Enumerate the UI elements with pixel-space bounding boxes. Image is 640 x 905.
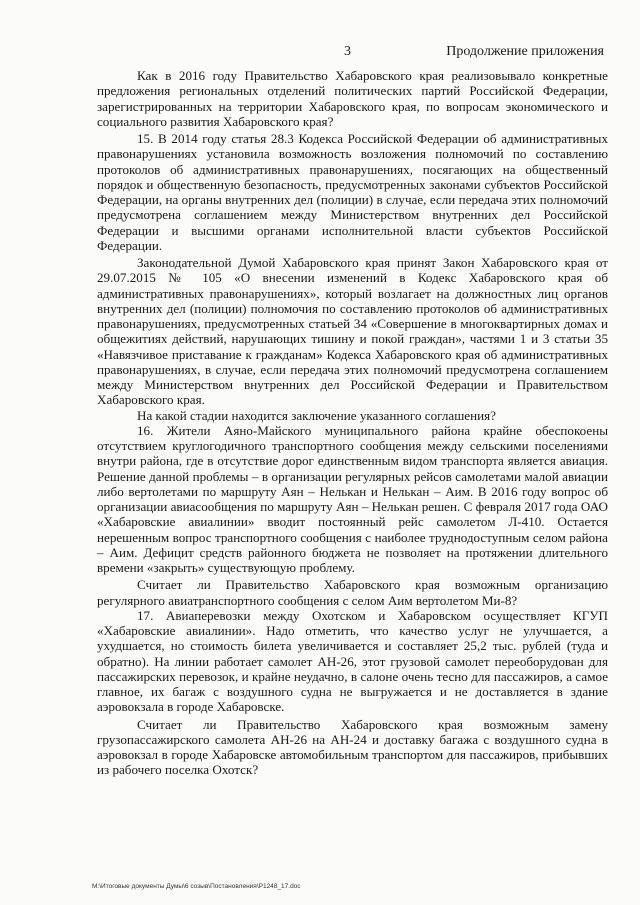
continuation-label: Продолжение приложения [446, 44, 604, 59]
item-15-paragraph: 15. В 2014 году статья 28.3 Кодекса Российской Федерации об административных правонарушениях установила возможность возложения полномочий по составлению протоколов об административных правонарушениях, посягающих на общественный порядок и общественную безопасность, предусмотренных законами субъектов Российской Федерации, на органы внутренних дел (полиции) в случае, если передача этих полномочий предусмотрена соглашением между Министерством внутренних дел Российской Федерации и высшими органами исполнительной власти субъектов Российской Федерации. [97, 131, 608, 253]
item-16-paragraph: 16. Жители Аяно-Майского муниципального района крайне обеспокоены отсутствием круглогодичного транспортного сообщения между сельскими поселениями внутри района, где в отсутствие дорог единственным видом транспорта является авиация. Решение данной проблемы – в организации регулярных рейсов самолетами малой авиации либо вертолетами по маршруту Аян – Нелькан и Нелькан – Аим. В 2016 году вопрос об организации авиасообщения по маршруту Аян – Нелькан решен. С февраля 2017 года ОАО «Хабаровские авиалинии» вводит постоянный рейс самолетом Л-410. Остается нерешенным вопрос транспортного сообщения с наиболее труднодоступным селом района – Аим. Дефицит средств районного бюджета не позволяет на протяжении длительного времени «закрыть» существующую проблему. [97, 422, 608, 575]
question-party-proposals: Как в 2016 году Правительство Хабаровского края реализовывало конкретные предложения региональных отделений политических партий Российской Федерации, зарегистрированных на территории Хабаровского края, по вопросам экономического и социального развития Хабаровского края? [97, 68, 608, 129]
item-15-law-paragraph: Законодательной Думой Хабаровского края принят Закон Хабаровского края от 29.07.2015 № 105 «О внесении изменений в Кодекс Хабаровского края об административных правонарушениях», который возлагает на должностных лиц органов внутренних дел (полиции) полномочия по составлению протоколов об административных правонарушениях, предусмотренных статьей 34 «Совершение в многоквартирных домах и общежитиях действий, нарушающих тишину и покой граждан», частями 1 и 3 статьи 35 «Навязчивое приставание к гражданам» Кодекса Хабаровского края об административных правонарушениях, в случае, если передача этих полномочий предусмотрена соглашением между Министерством внутренних дел Российской Федерации и Правительством Хабаровского края. [97, 255, 608, 408]
question-aim-helicopter: Считает ли Правительство Хабаровского края возможным организацию регулярного авиатранспортного сообщения с селом Аим вертолетом Ми-8? [97, 577, 608, 608]
page-header [0, 44, 640, 60]
document-body [97, 68, 608, 778]
file-path-footer: M:\Итоговые документы Думы\6 созыв\Постановления\Р1248_17.doc [92, 883, 301, 890]
page-number: 3 [344, 44, 351, 59]
question-aircraft-replacement: Считает ли Правительство Хабаровского края возможным замену грузопассажирского самолета АН-26 на АН-24 и доставку багажа с воздушного судна в аэровокзал в городе Хабаровске автомобильным транспортом для пассажиров, прибывших из рабочего поселка Охотск? [97, 716, 608, 778]
item-17-paragraph: 17. Авиаперевозки между Охотском и Хабаровском осуществляет КГУП «Хабаровские авиалинии». Надо отметить, что качество услуг не улучшается, а ухудшается, но стоимость билета увеличивается и составляет 25,2 тыс. рублей (туда и обратно). На линии работает самолет АН-26, этот грузовой самолет переоборудован для пассажирских перевозок, и крайне неудачно, в салоне очень тесно для пассажиров, а самое главное, их багаж с воздушного судна не выгружается и не доставляется в здание аэровокзала в городе Хабаровске. [97, 607, 608, 715]
question-agreement-stage: На какой стадии находится заключение указанного соглашения? [137, 407, 496, 423]
